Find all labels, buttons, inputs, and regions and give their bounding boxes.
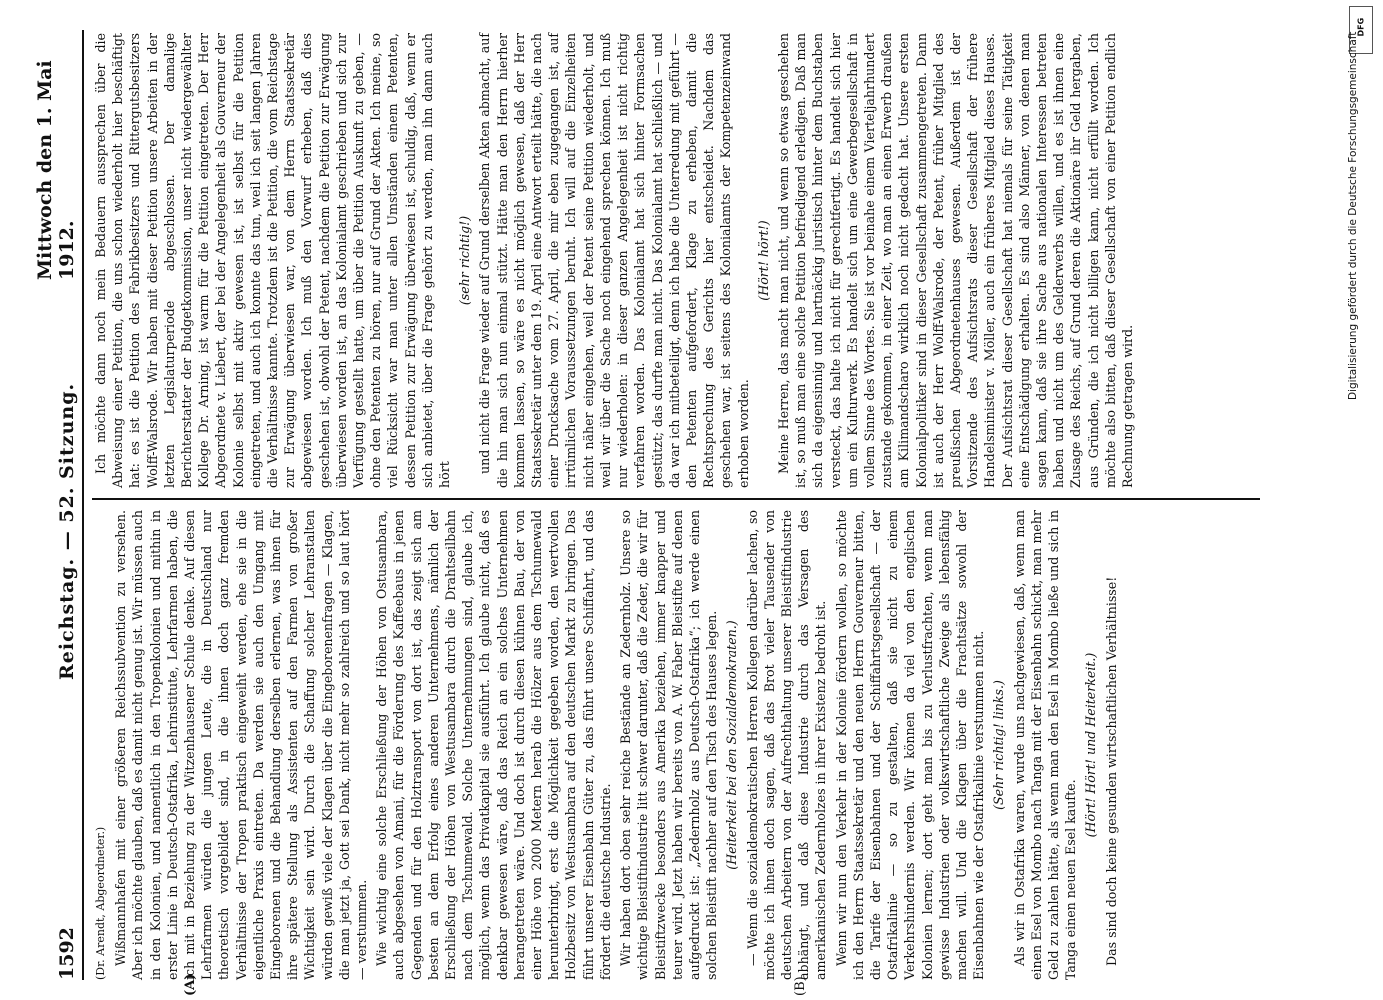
header-rule (82, 30, 84, 980)
speaker-label: (Dr. Arendt, Abgeordneter.) (94, 826, 107, 980)
paragraph: Als wir in Ostafrika waren, wurde uns nachgewiesen, daß, wenn man einen Esel von Mombo nach Tanga mit der Eisenbahn schickt, man mehr Geld zu zahlen hätte, als wenn man den Esel in Mombo ließe und sich in Tanga einen neuen Esel kaufte. (1011, 510, 1079, 980)
interjection: (Sehr richtig! links.) (991, 680, 1007, 810)
interjection: (sehr richtig!) (457, 215, 473, 306)
credit-text: Digitalisierung gefördert durch die Deutsche Forschungsgemeinschaft (1347, 31, 1359, 400)
left-column (92, 510, 1240, 996)
paragraph: Wißmannhafen mit einer größeren Reichssubvention zu versehen. Aber ich möchte glauben, daß es damit nicht genug ist. Wir müssen auch in den Kolonien, und namentlich in den Tropenkolonien und mithin in erster Linie in Deutsch-Ostafrika, Lehrinstitute, Lehrfarmen haben, die ich mit in Beziehung zu der Witzenhausener Schule denke. Auf diesen Lehrfarmen würden die jungen Leute, die in Deutschland nur theoretisch vorgebildet sind, in die ihnen doch ganz fremden Verhältnisse der Tropen praktisch eingeweiht werden, ehe sie in die eigentliche Praxis eintreten. Da werden sie auch den Umgang mit Eingeborenen und die Behandlung derselben erlernen, was ihnen für ihre spätere Stellung als Assistenten auf den Farmen von großer Wichtigkeit sein wird. Durch die Schaffung solcher Lehranstalten würden gewiß viele der Klagen über die Eingeborenenfragen — Klagen, die man jetzt ja, Gott sei Dank, nicht mehr so zahlreich und so laut hört — verstummen. (113, 510, 370, 980)
column-divider (92, 498, 1260, 500)
session-date: Mittwoch den 1. Mai 1912. (34, 60, 78, 280)
page-number: 1592 (56, 927, 78, 980)
paragraph: Meine Herren, das macht man nicht, und wenn so etwas geschehen ist, so muß man eine solche Petition befriedigend erledigen. Daß man sich da eigensinnig und hartnäckig juristisch hinter dem Buchstaben versteckt, das halte ich nicht für gerechtfertigt. Es handelt sich hier um ein Kulturwerk. Es handelt sich um eine Gewerbegesellschaft in vollem Sinne des Wortes. Sie ist vor beinahe einem Vierteljahrhundert zustande gekommen, in einer Zeit, wo man an einen Erwerb draußen am Kilimandscharo wirklich noch nicht gedacht hat. Unsere ersten Kolonialpolitiker sind in dieser Gesellschaft zusammengetreten. Dann ist auch der Herr Wolff-Walsrode, der Petent, früher Mitglied des preußischen Abgeordnetenhauses gewesen. Außerdem ist der Vorsitzende des Aufsichtsrats dieser Gesellschaft der frühere Handelsminister v. Möller, auch ein früheres Mitglied dieses Hauses. Der Aufsichtsrat dieser Gesellschaft hat niemals für seine Tätigkeit eine Entschädigung erhalten. Es sind also Männer, von denen man sagen kann, daß sie ihre Sache aus nationalen Interessen betreten haben und nicht um des Gelderwerbs willen, und es ist ihnen eine Zusage des Reichs, auf Grund deren die Aktionäre ihr Geld hergaben, aus Gründen, die ich nicht billigen kann, nicht erfüllt worden. Ich möchte also bitten, daß dieser Gesellschaft von einer Petition endlich Rechnung getragen wird. (775, 33, 1135, 488)
margin-mark-b: (B) (793, 976, 808, 996)
paragraph: Wir haben dort oben sehr reiche Bestände an Zedernholz. Unsere so wichtige Bleistiftindustrie litt schwer darunter, daß die Zeder, die wir für Bleistiftzwecke besonders aus Amerika beziehen, immer knapper und teurer wird. Jetzt haben wir bereits von A. W. Faber Bleistifte auf denen aufgedruckt ist: „Zedernholz aus Deutsch-Ostafrika“; ich werde einen solchen Bleistift nachher auf den Tisch des Hauses legen. (618, 510, 720, 980)
interjection: (Heiterkeit bei den Sozialdemokraten.) (724, 620, 740, 870)
right-column (92, 33, 1240, 488)
paragraph: — Wenn die sozialdemokratischen Herren Kollegen darüber lachen, so möchte ich ihnen doch sagen, daß das Brot vieler Tausender von deutschen Arbeitern von der Aufrechthaltung unserer Bleistiftindustrie abhängt, und daß diese Industrie durch das Versagen des amerikanischen Zedernholzes in ihrer Existenz bedroht ist. (744, 510, 829, 980)
page-header (8, 30, 78, 980)
interjection: (Hört! hört!) (755, 220, 771, 301)
session-title: Reichstag. — 52. Sitzung. (56, 382, 78, 680)
paragraph: Das sind doch keine gesunden wirtschaftlichen Verhältnisse! (1103, 576, 1119, 966)
paragraph: Wie wichtig eine solche Erschließung der Höhen von Ostusambara, auch abgesehen von Amani, für die Förderung des Kaffeebaus in jenen Gegenden und für den Holztransport von dort ist, das zeigt sich am besten an dem Erfolg eines anderen Unternehmens, nämlich der Erschließung der Höhen von Westusambara durch die Drahtseilbahn nach dem Tschumewald. Solche Unternehmungen sind, glaube ich, möglich, wenn das Privatkapital sie ausführt. Ich glaube nicht, daß es denkbar gewesen wäre, daß das Reich an ein solches Unternehmen herangetreten wäre. Und doch ist durch diesen kühnen Bau, der von einer Höhe von 2000 Metern herab die Hölzer aus dem Tschumewald herunterbringt, erst die Möglichkeit gegeben worden, den wertvollen Holzbesitz von Westusambara auf den deutschen Markt zu bringen. Das führt unserer Eisenbahn Güter zu, das führt unsere Schiffahrt, und das fördert die deutsche Industrie. (374, 510, 613, 980)
digitization-credit (1347, 0, 1375, 1000)
paragraph: und nicht die Frage wieder auf Grund derselben Akten abmacht, auf die hin man sich nun einmal stützt. Hätte man den Herrn hierher kommen lassen, so wäre es nicht möglich gewesen, daß der Herr Staatssekretär unter dem 19. April eine Antwort erteilt hätte, die nach einer Drucksache vom 27. April, die mir eben zugegangen ist, auf irrtümlichen Voraussetzungen beruht. Ich will auf die Einzelheiten nicht näher eingehen, weil der Petent seine Petition wiederholt, und weil wir über die Sache noch eingehend sprechen können. Ich muß nur wiederholen: in dieser ganzen Angelegenheit ist nicht richtig verfahren worden. Das Kolonialamt hat sich hinter Formsachen gestützt; das durfte man nicht. Das Kolonialamt hat schließlich — und da war ich mitbeteiligt, denn ich habe die Unterredung mit geführt — den Petenten aufgefordert, Klage zu erheben, damit die Rechtsprechung des Gerichts hier entscheidet. Nachdem das geschehen war, ist seitens des Kolonialamts der Kompetenzeinwand erhoben worden. (477, 33, 751, 488)
paragraph: Ich möchte dann noch mein Bedauern aussprechen über die Abweisung einer Petition, die uns schon wiederholt hier beschäftigt hat: es ist die Petition des Fabrikbesitzers und Rittergutsbesitzers Wolff-Walsrode. Wir haben mit dieser Petition unsere Arbeiten in der letzten Legislaturperiode abgeschlossen. Der damalige Berichterstatter der Budgetkommission, unser nicht wiedergewählter Kollege Dr. Arning, ist warm für die Petition eingetreten. Der Herr Abgeordnete v. Liebert, der bei der Angelegenheit als Gouverneur der Kolonie selbst mit aktiv gewesen ist, ist selbst für die Petition eingetreten, und auch ich konnte das tun, weil ich seit langen Jahren die Verhältnisse kannte. Trotzdem ist die Petition, die vom Reichstage zur Erwägung überwiesen war, von dem Herrn Staatssekretär abgewiesen worden. Ich muß den Vorwurf erheben, daß dies geschehen ist, obwohl der Petent, nachdem die Petition zur Erwägung überwiesen worden ist, an das Kolonialamt geschrieben und sich zur Verfügung gestellt hatte, um über die Petition Auskunft zu geben, — ohne den Petenten zu hören, nur auf Grund der Akten. Ich meine, so viel Rücksicht war man unter allen Umständen einem Petenten, dessen Petition zur Erwägung überwiesen ist, schuldig, daß, wenn er sich anbietet, über die Frage gehört zu werden, man ihn dann auch hört (93, 33, 453, 488)
margin-mark-a: (A) (183, 973, 198, 996)
dfg-logo: DFG (1349, 6, 1373, 54)
interjection: (Hört! Hört! und Heiterkeit.) (1083, 652, 1099, 838)
paragraph: Wenn wir nun den Verkehr in der Kolonie fördern wollen, so möchte ich den Herrn Staatssekretär und den neuen Herrn Gouverneur bitten, die Tarife der Eisenbahnen und der Schiffahrtsgesellschaft — der Ostafrikalinie — so zu gestalten, daß sie nicht zu einem Verkehrshindernis werden. Wir können da viel von den englischen Kolonien lernen; dort geht man bis zu Verlustfrachten, wenn man gewisse Industrien oder volkswirtschaftliche Zweige als lebensfähig machen will. Und die Klagen über die Frachtsätze sowohl der Eisenbahnen wie der Ostafrikalinie verstummen nicht. (833, 510, 987, 980)
